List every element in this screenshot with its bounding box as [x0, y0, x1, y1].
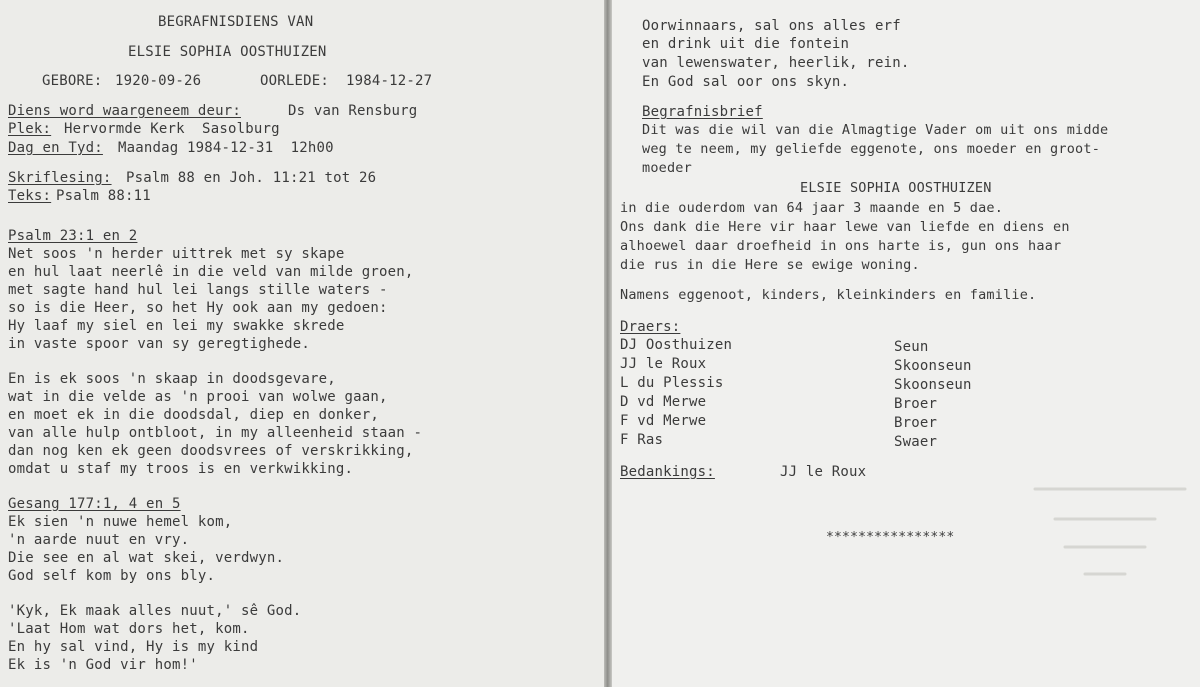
text-value: Psalm 88:11	[56, 188, 151, 204]
bearers-heading: Draers:	[620, 319, 681, 335]
service-label: Diens word waargeneem deur:	[8, 103, 241, 119]
datetime-value: Maandag 1984-12-31 12h00	[118, 140, 334, 156]
letter-line: weg te neem, my geliefde eggenote, ons moeder en groot-	[642, 141, 1101, 157]
born-date: 1920-09-26	[115, 73, 202, 89]
place-value: Hervormde Kerk Sasolburg	[64, 121, 280, 137]
bearer-relation: Broer	[894, 396, 938, 412]
psalm-line: wat in die velde as 'n prooi van wolwe gaan,	[8, 389, 388, 405]
bearer-relation: Swaer	[894, 434, 938, 450]
service-value: Ds van Rensburg	[288, 103, 418, 119]
psalm-line: met sagte hand hul lei langs stille waters -	[8, 282, 388, 298]
died-label: OORLEDE:	[260, 73, 330, 89]
behalf-line: Namens eggenoot, kinders, kleinkinders en familie.	[620, 287, 1037, 303]
letter-line: alhoewel daar droefheid in ons harte is, gun ons haar	[620, 238, 1062, 254]
bearer-name: D vd Merwe	[620, 394, 707, 410]
text-label: Teks:	[8, 188, 52, 204]
place-label: Plek:	[8, 121, 52, 137]
psalm-line: Hy laaf my siel en lei my swakke skrede	[8, 318, 345, 334]
psalm-line: dan nog ken ek geen doodsvrees of verskrikking,	[8, 443, 414, 459]
psalm-heading: Psalm 23:1 en 2	[8, 228, 138, 244]
psalm-line: omdat u staf my troos is en verkwikking.	[8, 461, 354, 477]
letter-line: Dit was die wil van die Almagtige Vader om uit ons midde	[642, 122, 1109, 138]
bearer-name: L du Plessis	[620, 375, 724, 391]
reading-label: Skriflesing:	[8, 170, 112, 186]
thanks-label: Bedankings:	[620, 464, 715, 480]
stars-divider: ****************	[826, 530, 955, 545]
hymn-line: Ek sien 'n nuwe hemel kom,	[8, 514, 233, 530]
letter-line: moeder	[642, 160, 692, 176]
hymn-line: 'Kyk, Ek maak alles nuut,' sê God.	[8, 603, 302, 619]
psalm-line: En is ek soos 'n skaap in doodsgevare,	[8, 371, 336, 387]
bearer-name: DJ Oosthuizen	[620, 337, 733, 353]
right-page	[612, 0, 1200, 687]
hymn-line: Die see en al wat skei, verdwyn.	[8, 550, 285, 566]
died-date: 1984-12-27	[346, 73, 433, 89]
document-title: BEGRAFNISDIENS VAN	[158, 14, 314, 30]
hymn-cont-line: Oorwinnaars, sal ons alles erf	[642, 18, 901, 34]
hymn-cont-line: van lewenswater, heerlik, rein.	[642, 55, 910, 71]
hymn-heading: Gesang 177:1, 4 en 5	[8, 496, 181, 512]
hymn-cont-line: en drink uit die fontein	[642, 36, 850, 52]
hymn-line: En hy sal vind, Hy is my kind	[8, 639, 259, 655]
hymn-cont-line: En God sal oor ons skyn.	[642, 74, 850, 90]
hymn-line: 'Laat Hom wat dors het, kom.	[8, 621, 250, 637]
letter-line: die rus in die Here se ewige woning.	[620, 257, 920, 273]
bearer-name: F vd Merwe	[620, 413, 707, 429]
bearer-relation: Broer	[894, 415, 938, 431]
deceased-name: ELSIE SOPHIA OOSTHUIZEN	[128, 44, 327, 60]
thanks-value: JJ le Roux	[780, 464, 867, 480]
hymn-line: God self kom by ons bly.	[8, 568, 216, 584]
reading-value: Psalm 88 en Joh. 11:21 tot 26	[126, 170, 377, 186]
psalm-line: en moet ek in die doodsdal, diep en donker,	[8, 407, 380, 423]
bearer-relation: Skoonseun	[894, 377, 972, 393]
psalm-line: so is die Heer, so het Hy ook aan my gedoen:	[8, 300, 388, 316]
show-through-marks	[1015, 459, 1195, 599]
letter-name: ELSIE SOPHIA OOSTHUIZEN	[800, 180, 992, 196]
bearer-name: F Ras	[620, 432, 664, 448]
page-fold	[604, 0, 612, 687]
hymn-line: 'n aarde nuut en vry.	[8, 532, 190, 548]
born-label: GEBORE:	[42, 73, 103, 89]
bearer-name: JJ le Roux	[620, 356, 707, 372]
letter-line: in die ouderdom van 64 jaar 3 maande en 5 dae.	[620, 200, 1004, 216]
hymn-line: Ek is 'n God vir hom!'	[8, 657, 198, 673]
psalm-line: van alle hulp ontbloot, in my alleenheid staan -	[8, 425, 423, 441]
psalm-line: Net soos 'n herder uittrek met sy skape	[8, 246, 345, 262]
psalm-line: in vaste spoor van sy geregtighede.	[8, 336, 311, 352]
letter-heading: Begrafnisbrief	[642, 104, 763, 120]
bearer-relation: Seun	[894, 339, 929, 355]
show-through-text	[1000, 445, 1180, 585]
letter-line: Ons dank die Here vir haar lewe van liefde en diens en	[620, 219, 1070, 235]
psalm-line: en hul laat neerlê in die veld van milde groen,	[8, 264, 414, 280]
datetime-label: Dag en Tyd:	[8, 140, 103, 156]
bearer-relation: Skoonseun	[894, 358, 972, 374]
